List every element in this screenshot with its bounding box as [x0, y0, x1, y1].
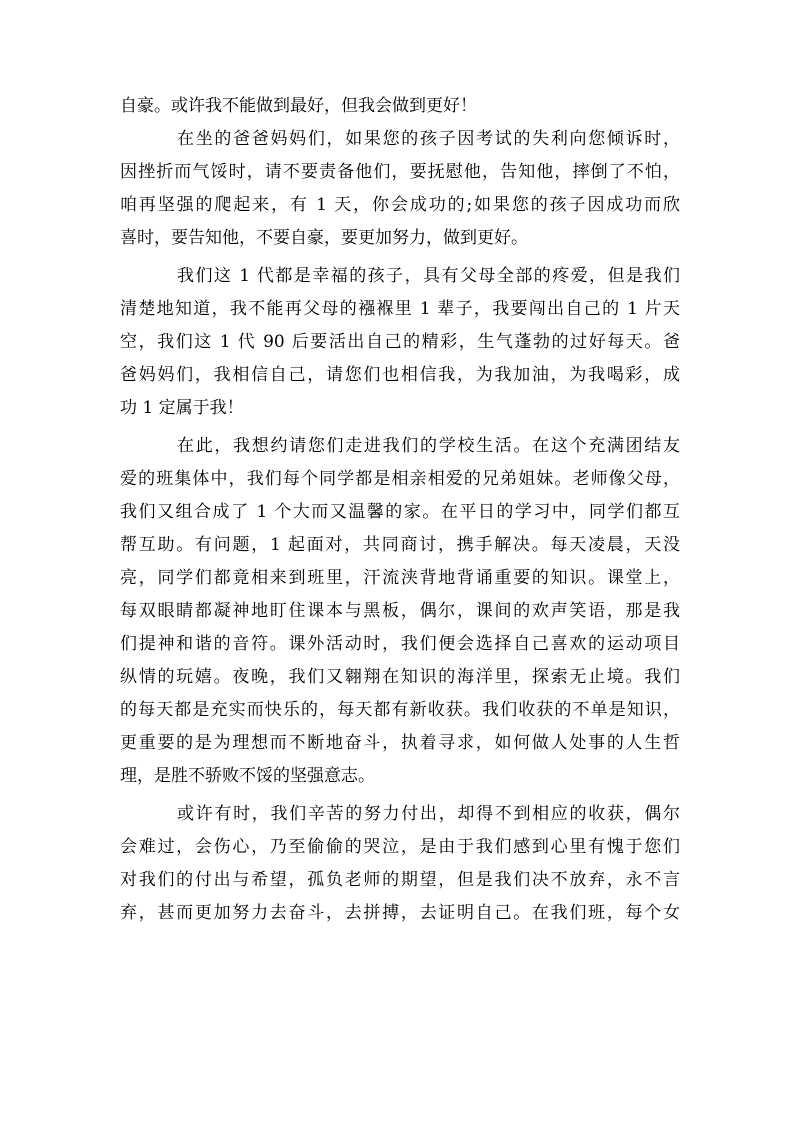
text-line: 的每天都是充实而快乐的，每天都有新收获。我们收获的不单是知识， [120, 700, 680, 720]
text-line: 空，我们这 1 代 90 后要活出自己的精彩，生气蓬勃的过好每天。爸 [120, 332, 680, 352]
text-line: 更重要的是为理想而不断地奋斗，执着寻求，如何做人处事的人生哲 [120, 733, 680, 753]
paragraph-4 [120, 430, 680, 793]
text-line: 自豪。或许我不能做到最好，但我会做到更好！ [120, 96, 477, 116]
paragraph-2 [120, 123, 680, 255]
text-line: 纵情的玩嬉。夜晚，我们又翱翔在知识的海洋里，探索无止境。我们 [120, 667, 680, 687]
text-line: 帮互助。有问题，1 起面对，共同商讨，携手解决。每天凌晨，天没 [120, 535, 680, 555]
text-line: 每双眼睛都凝神地盯住课本与黑板，偶尔，课间的欢声笑语，那是我 [120, 601, 680, 621]
text-line: 弃，甚而更加努力去奋斗，去拼搏，去证明自己。在我们班，每个女 [120, 903, 680, 923]
paragraph-3 [120, 260, 680, 425]
text-line: 理，是胜不骄败不馁的坚强意志。 [120, 766, 375, 786]
text-line: 因挫折而气馁时，请不要责备他们，要抚慰他，告知他，摔倒了不怕， [120, 162, 680, 182]
text-line: 咱再坚强的爬起来，有 1 天，你会成功的;如果您的孩子因成功而欣 [120, 195, 680, 215]
paragraph-1 [120, 90, 680, 123]
paragraph-5 [120, 798, 680, 930]
text-line: 或许有时，我们辛苦的努力付出，却得不到相应的收获，偶尔 [177, 804, 680, 824]
text-line: 爱的班集体中，我们每个同学都是相亲相爱的兄弟姐妹。老师像父母， [120, 469, 680, 489]
document-body [120, 90, 680, 930]
text-line: 清楚地知道，我不能再父母的襁褓里 1 辈子，我要闯出自己的 1 片天 [120, 299, 680, 319]
text-line: 功 1 定属于我！ [120, 398, 244, 418]
text-line: 会难过，会伤心，乃至偷偷的哭泣，是由于我们感到心里有愧于您们 [120, 837, 680, 857]
text-line: 我们这 1 代都是幸福的孩子，具有父母全部的疼爱，但是我们 [177, 266, 680, 286]
text-line: 喜时，要告知他，不要自豪，要更加努力，做到更好。 [120, 228, 528, 248]
text-line: 们提神和谐的音符。课外活动时，我们便会选择自己喜欢的运动项目 [120, 634, 680, 654]
text-line: 在此，我想约请您们走进我们的学校生活。在这个充满团结友 [177, 436, 680, 456]
text-line: 爸妈妈们，我相信自己，请您们也相信我，为我加油，为我喝彩，成 [120, 365, 680, 385]
text-line: 我们又组合成了 1 个大而又温馨的家。在平日的学习中，同学们都互 [120, 502, 680, 522]
text-line: 对我们的付出与希望，孤负老师的期望，但是我们决不放弃，永不言 [120, 870, 680, 890]
text-line: 亮，同学们都竟相来到班里，汗流浃背地背诵重要的知识。课堂上， [120, 568, 680, 588]
text-line: 在坐的爸爸妈妈们，如果您的孩子因考试的失利向您倾诉时， [177, 129, 680, 149]
